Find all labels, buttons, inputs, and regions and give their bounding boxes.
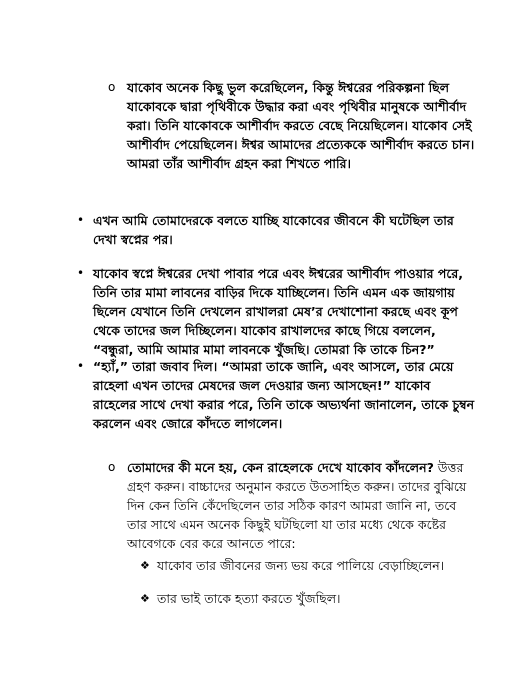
list-marker-circle: o [108,80,116,94]
list-marker-circle: o [108,460,116,474]
question-text: তোমাদের কী মনে হয়, কেন রাহেলকে দেখে যাকোব কাঁদলেন? [127,460,434,475]
paragraph-after-dream: এখন আমি তোমাদেরকে বলতে যাচ্ছি যাকোবের জীবনে কী ঘটেছিল তার দেখা স্বপ্নের পর। [93,213,454,247]
list-bullet: • [77,213,85,227]
paragraph-shepherds-well: যাকোব স্বপ্নে ঈশ্বরের দেখা পাবার পরে এবং ঈশ্বরের আশীর্বাদ পাওয়ার পরে, তিনি তার মামা লাবনের বাড়ির দিকে যাচ্ছিলেন। তিনি এমন এক জায়গায় ছিলেন যেখানে তিনি দেখলেন রাখালরা মেষ’র দেখাশোনা করছে এবং কূপ থেকে তাদের জল দিচ্ছিলেন। যাকোব রাখালদের কাছে গিয়ে বললেন, “বন্ধুরা, আমি আমার মামা লাবনকে খুঁজছি। তোমরা কি তাকে চিন?” [93,266,463,357]
reason-item-brother: তার ভাই তাকে হত্যা করতে খুঁজছিল। [157,591,341,606]
paragraph-why-jacob-wept [127,458,475,553]
list-bullet: • [77,359,85,373]
paragraph-jacob-blessing: যাকোব অনেক কিছু ভুল করেছিলেন, কিন্তু ঈশ্বরের পরিকল্পনা ছিল যাকোবকে দ্বারা পৃথিবীকে উদ্ধার করা এবং পৃথিবীর মানুষকে আশীর্বাদ করা। তিনি যাকোবকে আশীর্বাদ করতে বেছে নিয়েছিলেন। যাকোব সেই আশীর্বাদ পেয়েছিলেন। ঈশ্বর আমাদের প্রত্যেককে আশীর্বাদ করতে চান। আমরা তাঁর আশীর্বাদ গ্রহন করা শিখতে পারি। [127,80,475,171]
instruction-text: উত্তর গ্রহণ করুন। বাচ্চাদের অনুমান করতে উতসাহিত করুন। তাদের বুঝিয়ে দিন কেন তিনি কেঁদেছিলেন তার সঠিক কারণ আমরা জানি না, তবে তার সাথে এমন অনেক কিছুই ঘটছিলো যা তার মধ্যে থেকে কষ্টের আবেগকে বের করে আনতে পারে: [127,460,467,551]
diamond-bullet-icon: ❖ [140,592,150,605]
list-bullet: • [77,266,85,280]
diamond-bullet-icon: ❖ [140,559,150,572]
reason-item-fear: যাকোব তার জীবনের জন্য ভয় করে পালিয়ে বেড়াচ্ছিলেন। [157,558,445,573]
paragraph-meeting-rachel: “হ্যাঁ,” তারা জবাব দিল। “আমরা তাকে জানি, এবং আসলে, তার মেয়ে রাহেলা এখন তাদের মেষদের জল দেওয়ার জন্য আসছেন!” যাকোব রাহেলের সাথে দেখা করার পরে, তিনি তাকে অভ্যর্থনা জানালেন, তাকে চুম্বন করলেন এবং জোরে কাঁদতে লাগলেন। [93,359,475,431]
